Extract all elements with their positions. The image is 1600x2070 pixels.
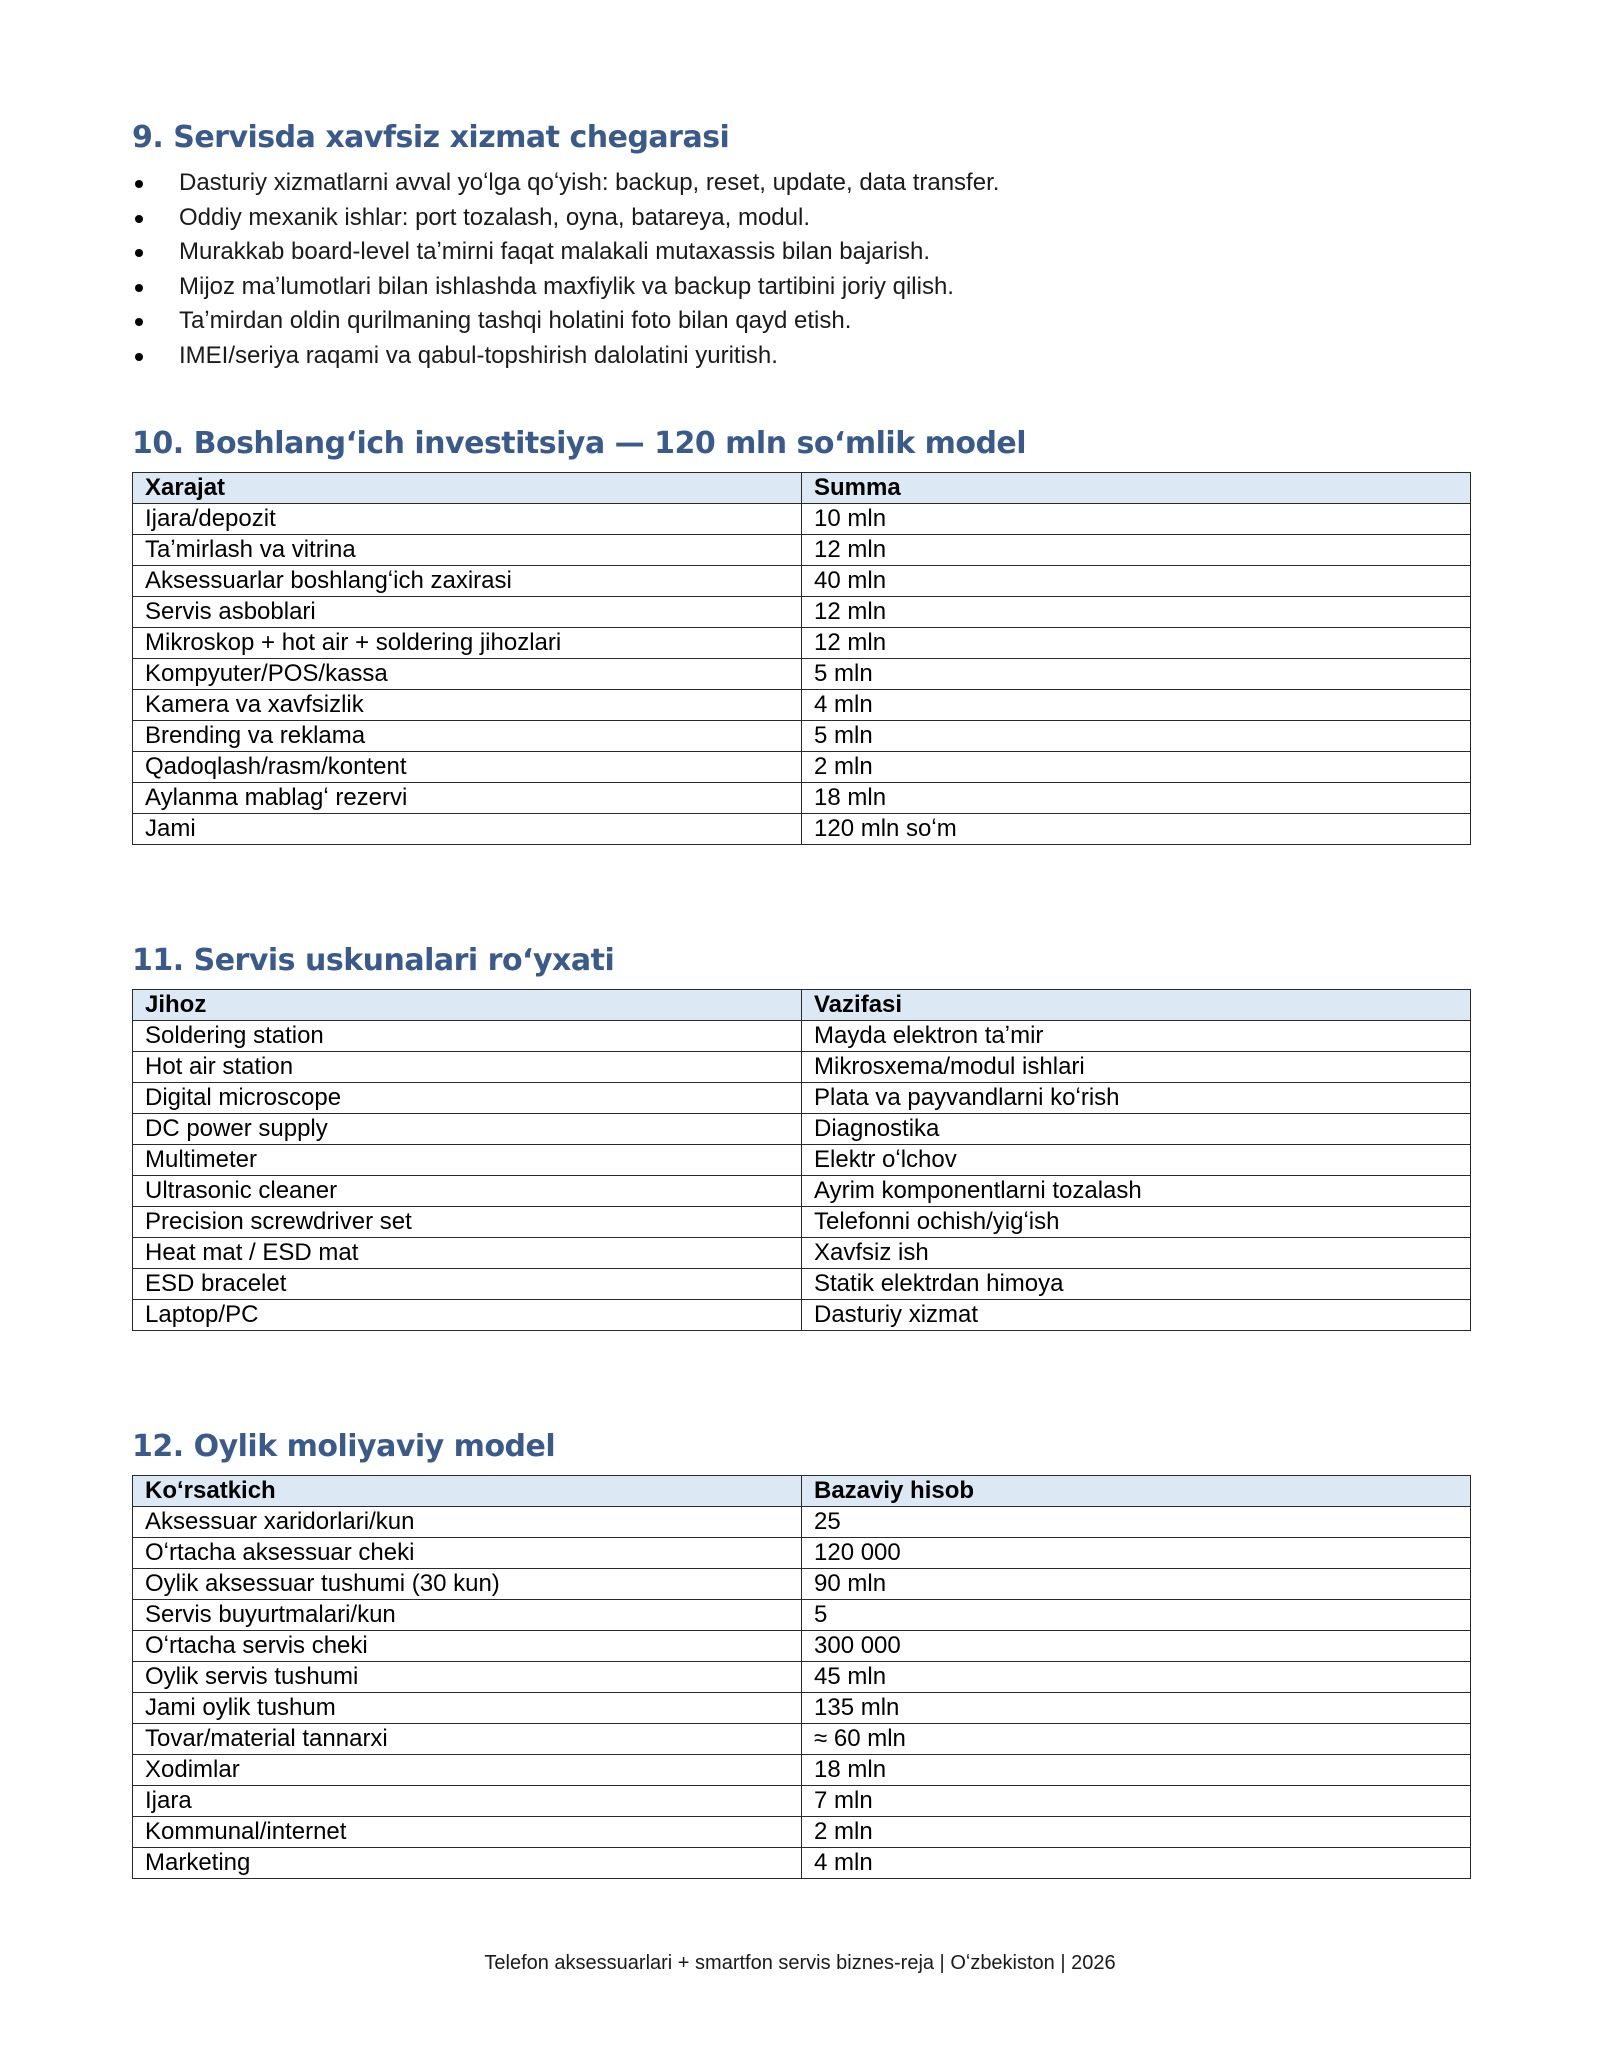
bullet-list xyxy=(132,166,1470,374)
table-row xyxy=(133,1268,1471,1299)
table-cell: Kamera va xavfsizlik xyxy=(133,689,802,720)
bullet-text: Mijoz maʼlumotlari bilan ishlashda maxfiylik va backup tartibini joriy qilish. xyxy=(179,272,954,300)
table-cell: Ijara/depozit xyxy=(133,503,802,534)
table-cell: Telefonni ochish/yigʻish xyxy=(802,1206,1471,1237)
table-row xyxy=(133,1506,1471,1537)
table-cell: Mayda elektron taʼmir xyxy=(802,1020,1471,1051)
table-cell: Xodimlar xyxy=(133,1754,802,1785)
table-row xyxy=(133,1175,1471,1206)
bullet-text: Dasturiy xizmatlarni avval yoʻlga qoʻyish: backup, reset, update, data transfer. xyxy=(179,169,1000,196)
table-cell: Aksessuarlar boshlangʻich zaxirasi xyxy=(133,565,802,596)
equipment-table xyxy=(132,989,1471,1331)
bullet-icon xyxy=(135,215,143,223)
column-header: Koʻrsatkich xyxy=(133,1475,802,1506)
section-title: 12. Oylik moliyaviy model xyxy=(132,1428,556,1464)
table-row xyxy=(133,534,1471,565)
table-cell: Statik elektrdan himoya xyxy=(802,1268,1471,1299)
spacer xyxy=(132,374,1470,426)
table-row xyxy=(133,782,1471,813)
table-cell: 5 xyxy=(802,1599,1471,1630)
bullet-item xyxy=(132,304,1470,339)
table-cell: Ijara xyxy=(133,1785,802,1816)
table-cell: Kompyuter/POS/kassa xyxy=(133,658,802,689)
table-row xyxy=(133,1237,1471,1268)
bullet-item xyxy=(132,339,1470,374)
bullet-text: Oddiy mexanik ishlar: port tozalash, oyna, batareya, modul. xyxy=(179,203,810,231)
table-cell: 18 mln xyxy=(802,1754,1471,1785)
table-row xyxy=(133,658,1471,689)
table-cell: Jami oylik tushum xyxy=(133,1692,802,1723)
table-cell: 120 mln soʻm xyxy=(802,813,1471,844)
table-row xyxy=(133,627,1471,658)
section-initial-investment xyxy=(132,426,1470,845)
table-cell: 12 mln xyxy=(802,534,1471,565)
table-cell: Brending va reklama xyxy=(133,720,802,751)
investment-table xyxy=(132,472,1471,845)
table-row xyxy=(133,503,1471,534)
table-row xyxy=(133,1785,1471,1816)
table-cell: Xavfsiz ish xyxy=(802,1237,1471,1268)
table-header-row xyxy=(133,1475,1471,1506)
table-cell: Oylik aksessuar tushumi (30 kun) xyxy=(133,1568,802,1599)
bullet-icon xyxy=(135,180,143,188)
table-cell: Ayrim komponentlarni tozalash xyxy=(802,1175,1471,1206)
table-cell: Hot air station xyxy=(133,1051,802,1082)
table-cell: ≈ 60 mln xyxy=(802,1723,1471,1754)
table-cell: Mikrosxema/modul ishlari xyxy=(802,1051,1471,1082)
bullet-item xyxy=(132,201,1470,236)
column-header: Vazifasi xyxy=(802,989,1471,1020)
table-row xyxy=(133,596,1471,627)
table-cell: Heat mat / ESD mat xyxy=(133,1237,802,1268)
financial-model-table xyxy=(132,1475,1471,1879)
table-cell: 18 mln xyxy=(802,782,1471,813)
document-page xyxy=(132,120,1470,1879)
section-title: 11. Servis uskunalari roʻyxati xyxy=(132,942,615,978)
table-cell: 45 mln xyxy=(802,1661,1471,1692)
bullet-icon xyxy=(135,249,143,257)
spacer xyxy=(132,1331,1470,1429)
table-row xyxy=(133,1568,1471,1599)
table-row xyxy=(133,1299,1471,1330)
bullet-text: IMEI/seriya raqami va qabul-topshirish dalolatini yuritish. xyxy=(179,341,778,369)
table-cell: Kommunal/internet xyxy=(133,1816,802,1847)
table-cell: Oʻrtacha servis cheki xyxy=(133,1630,802,1661)
section-title: 10. Boshlangʻich investitsiya — 120 mln soʻmlik model xyxy=(132,425,1027,461)
table-cell: ESD bracelet xyxy=(133,1268,802,1299)
table-row xyxy=(133,1113,1471,1144)
table-row xyxy=(133,565,1471,596)
table-cell: 25 xyxy=(802,1506,1471,1537)
bullet-item xyxy=(132,270,1470,305)
table-cell: 120 000 xyxy=(802,1537,1471,1568)
table-row xyxy=(133,1599,1471,1630)
table-cell: Oʻrtacha aksessuar cheki xyxy=(133,1537,802,1568)
table-cell: Diagnostika xyxy=(802,1113,1471,1144)
table-cell: 7 mln xyxy=(802,1785,1471,1816)
table-cell: Plata va payvandlarni koʻrish xyxy=(802,1082,1471,1113)
table-cell: 300 000 xyxy=(802,1630,1471,1661)
table-cell: Aylanma mablagʻ rezervi xyxy=(133,782,802,813)
table-row xyxy=(133,1206,1471,1237)
table-row xyxy=(133,1630,1471,1661)
table-row xyxy=(133,1144,1471,1175)
table-cell: Ultrasonic cleaner xyxy=(133,1175,802,1206)
table-cell: 2 mln xyxy=(802,1816,1471,1847)
section-safe-service-limits xyxy=(132,120,1470,374)
table-cell: Servis buyurtmalari/kun xyxy=(133,1599,802,1630)
table-cell: Oylik servis tushumi xyxy=(133,1661,802,1692)
table-header-row xyxy=(133,989,1471,1020)
table-cell: Laptop/PC xyxy=(133,1299,802,1330)
table-row xyxy=(133,751,1471,782)
table-row xyxy=(133,1082,1471,1113)
table-cell: Soldering station xyxy=(133,1020,802,1051)
table-row xyxy=(133,1661,1471,1692)
column-header: Jihoz xyxy=(133,989,802,1020)
table-cell: DC power supply xyxy=(133,1113,802,1144)
table-row xyxy=(133,1537,1471,1568)
table-row xyxy=(133,1692,1471,1723)
table-cell: Aksessuar xaridorlari/kun xyxy=(133,1506,802,1537)
table-cell: 40 mln xyxy=(802,565,1471,596)
table-cell: 5 mln xyxy=(802,658,1471,689)
table-cell: Marketing xyxy=(133,1847,802,1878)
section-monthly-financial-model xyxy=(132,1429,1470,1879)
page-footer: Telefon aksessuarlari + smartfon servis biznes-reja | Oʻzbekiston | 2026 xyxy=(484,1952,1116,1974)
table-cell: Elektr oʻlchov xyxy=(802,1144,1471,1175)
table-cell: Servis asboblari xyxy=(133,596,802,627)
table-row xyxy=(133,1723,1471,1754)
table-cell: 12 mln xyxy=(802,627,1471,658)
table-cell: Digital microscope xyxy=(133,1082,802,1113)
bullet-item xyxy=(132,235,1470,270)
table-cell: 90 mln xyxy=(802,1568,1471,1599)
table-row xyxy=(133,1816,1471,1847)
bullet-text: Taʼmirdan oldin qurilmaning tashqi holatini foto bilan qayd etish. xyxy=(179,307,852,335)
table-row-total xyxy=(133,813,1471,844)
table-cell: 12 mln xyxy=(802,596,1471,627)
table-cell: Qadoqlash/rasm/kontent xyxy=(133,751,802,782)
table-row xyxy=(133,689,1471,720)
table-row xyxy=(133,1754,1471,1785)
section-service-equipment xyxy=(132,943,1470,1331)
table-cell: Taʼmirlash va vitrina xyxy=(133,534,802,565)
table-cell: 5 mln xyxy=(802,720,1471,751)
table-cell: 10 mln xyxy=(802,503,1471,534)
spacer xyxy=(132,845,1470,943)
table-row xyxy=(133,720,1471,751)
table-cell: 4 mln xyxy=(802,1847,1471,1878)
table-cell: 4 mln xyxy=(802,689,1471,720)
table-row xyxy=(133,1847,1471,1878)
column-header: Summa xyxy=(802,472,1471,503)
table-row xyxy=(133,1020,1471,1051)
bullet-item xyxy=(132,166,1470,201)
column-header: Xarajat xyxy=(133,472,802,503)
column-header: Bazaviy hisob xyxy=(802,1475,1471,1506)
bullet-icon xyxy=(135,353,143,361)
bullet-icon xyxy=(135,318,143,326)
table-cell: Multimeter xyxy=(133,1144,802,1175)
table-cell: Jami xyxy=(133,813,802,844)
table-header-row xyxy=(133,472,1471,503)
table-cell: Dasturiy xizmat xyxy=(802,1299,1471,1330)
table-cell: Mikroskop + hot air + soldering jihozlari xyxy=(133,627,802,658)
table-row xyxy=(133,1051,1471,1082)
table-cell: 2 mln xyxy=(802,751,1471,782)
bullet-icon xyxy=(135,284,143,292)
table-cell: Tovar/material tannarxi xyxy=(133,1723,802,1754)
section-title: 9. Servisda xavfsiz xizmat chegarasi xyxy=(132,120,730,155)
bullet-text: Murakkab board-level taʼmirni faqat malakali mutaxassis bilan bajarish. xyxy=(179,238,930,266)
table-cell: 135 mln xyxy=(802,1692,1471,1723)
table-cell: Precision screwdriver set xyxy=(133,1206,802,1237)
